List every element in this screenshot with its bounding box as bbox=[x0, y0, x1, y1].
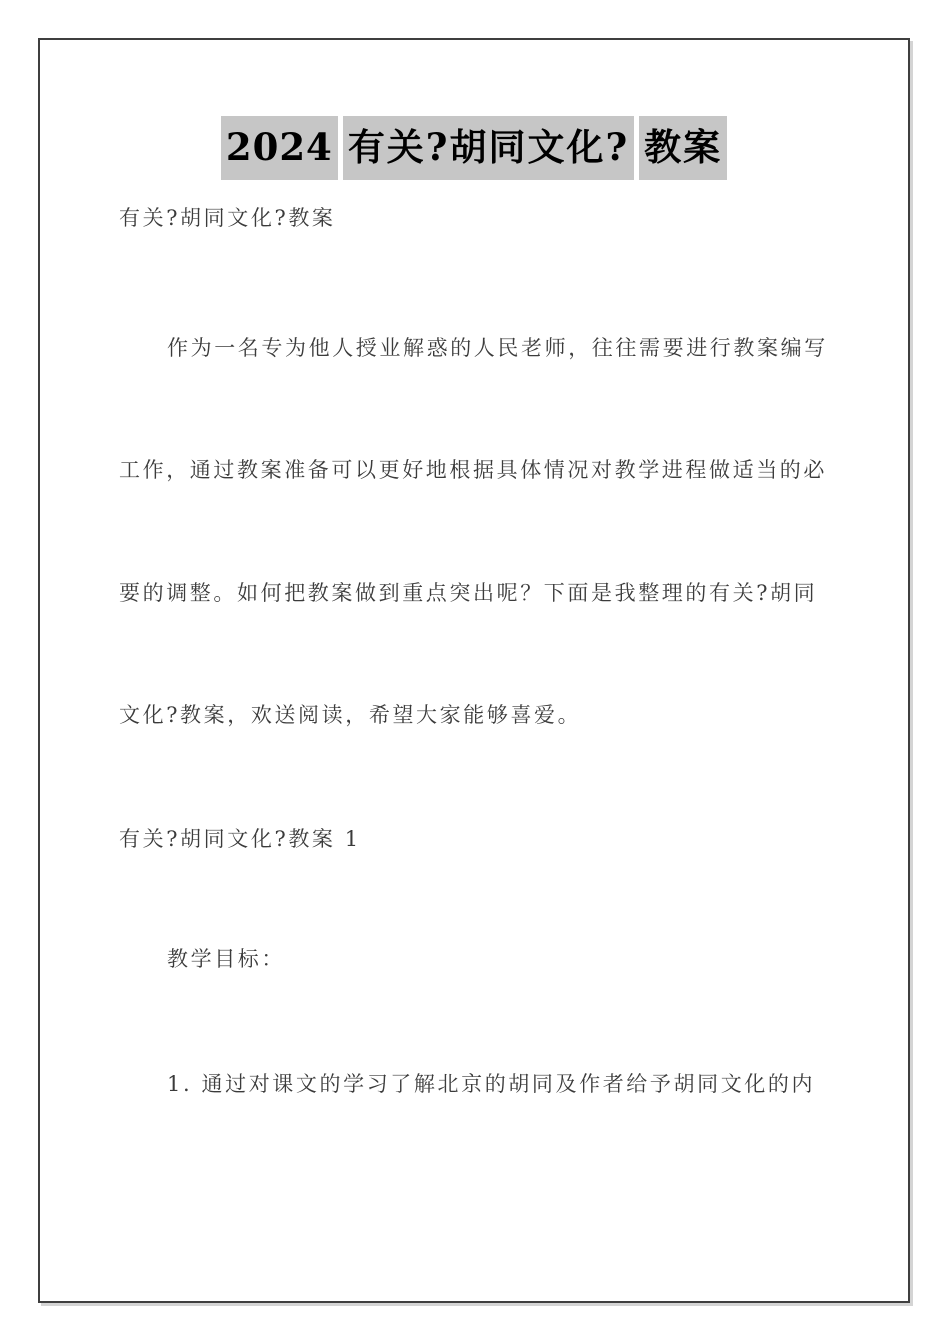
title-suffix-segment: 教案 bbox=[639, 116, 727, 180]
title-main-segment: 有关?胡同文化? bbox=[343, 116, 634, 180]
paragraph-line-objectives-label: 教学目标： bbox=[167, 947, 285, 971]
paragraph-line: 作为一名专为他人授业解惑的人民老师，往往需要进行教案编写 bbox=[167, 336, 828, 360]
paragraph-line-subtitle: 有关?胡同文化?教案 bbox=[119, 206, 336, 230]
document-page bbox=[38, 38, 910, 1303]
paragraph-line-list-item: 1. 通过对课文的学习了解北京的胡同及作者给予胡同文化的内 bbox=[167, 1072, 816, 1096]
title-year-segment: 2024 bbox=[221, 116, 338, 180]
paragraph-line: 要的调整。如何把教案做到重点突出呢？下面是我整理的有关?胡同 bbox=[119, 581, 818, 605]
paragraph-line-section-heading: 有关?胡同文化?教案 1 bbox=[119, 827, 361, 851]
document-title bbox=[40, 116, 908, 180]
paragraph-line: 工作，通过教案准备可以更好地根据具体情况对教学进程做适当的必 bbox=[119, 458, 827, 482]
paragraph-line: 文化?教案，欢送阅读，希望大家能够喜爱。 bbox=[119, 703, 582, 727]
